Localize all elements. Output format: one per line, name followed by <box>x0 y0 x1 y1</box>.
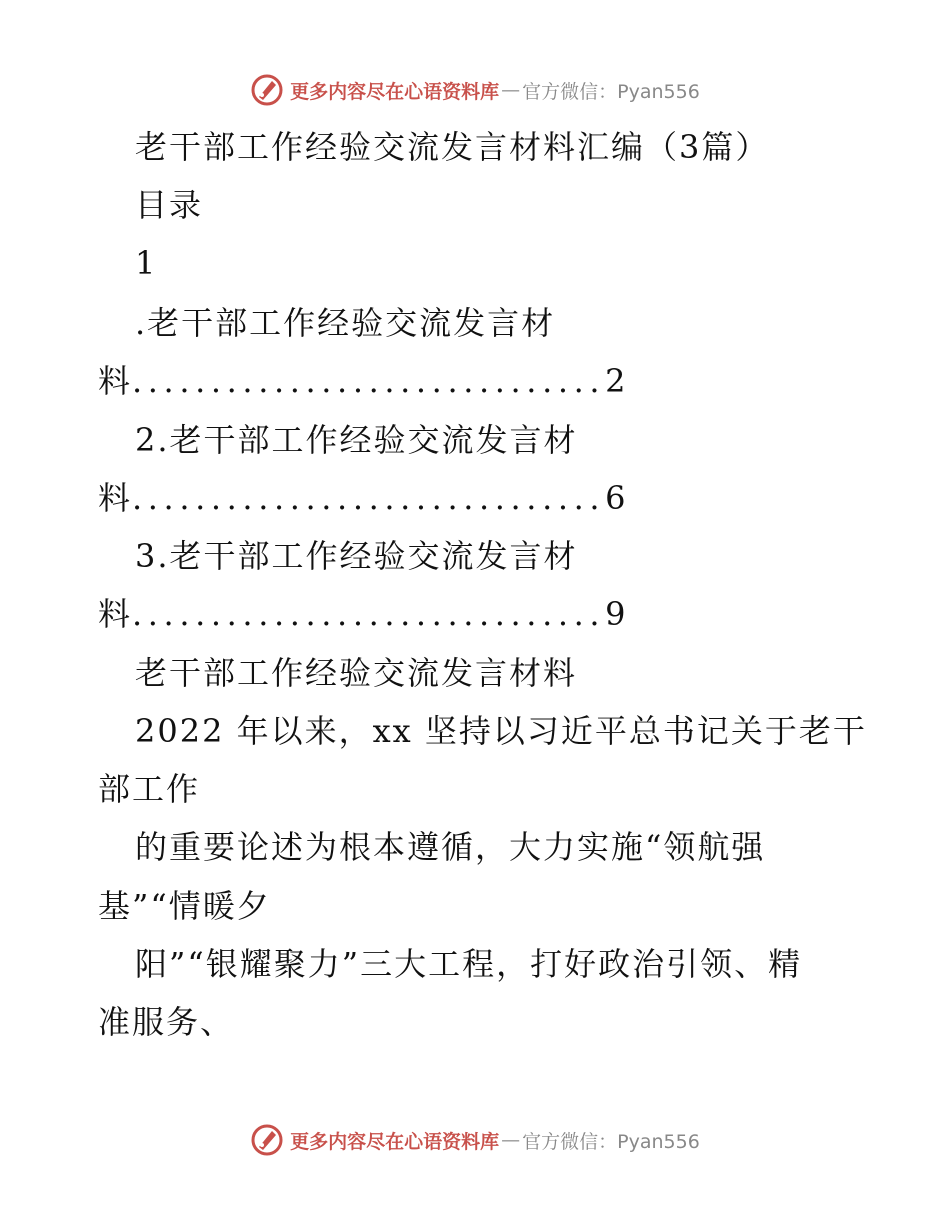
toc-item-1-page: 2 <box>605 362 628 400</box>
banner-promo-text: 更多内容尽在心语资料库 <box>290 80 500 103</box>
body-line-4: 基”“情暖夕 <box>98 887 271 925</box>
banner-dash: — <box>501 79 521 101</box>
body-line-2: 部工作 <box>98 770 201 808</box>
section-title: 老干部工作经验交流发言材料 <box>135 654 578 692</box>
toc-item-3-tail: 料 <box>98 595 133 633</box>
banner-promo-text: 更多内容尽在心语资料库 <box>290 1130 500 1153</box>
toc-item-2-leader <box>98 478 628 518</box>
banner-contact-text: 官方微信：Pyan556 <box>522 1130 700 1153</box>
toc-heading: 目录 <box>135 186 204 224</box>
toc-item-2-page: 6 <box>605 479 628 517</box>
toc-item-2-dots: .............................. <box>132 479 606 517</box>
document-title: 老干部工作经验交流发言材料汇编（3篇） <box>135 128 770 166</box>
toc-item-1-text: .老干部工作经验交流发言材 <box>135 304 556 342</box>
toc-item-2-tail: 料 <box>98 479 133 517</box>
body-line-5: 阳”“银耀聚力”三大工程，打好政治引领、精 <box>135 945 803 983</box>
toc-item-3-page: 9 <box>605 595 628 633</box>
footer-watermark-banner <box>0 1120 950 1160</box>
header-watermark-banner <box>0 70 950 110</box>
body-line-1: 2022 年以来，xx 坚持以习近平总书记关于老干 <box>135 712 867 750</box>
toc-item-2 <box>135 420 578 460</box>
toc-item-2-number: 2. <box>135 421 170 459</box>
toc-item-1-leader <box>98 361 628 401</box>
body-line-3: 的重要论述为根本遵循，大力实施“领航强 <box>135 828 766 866</box>
toc-item-1-dots: .............................. <box>132 362 606 400</box>
toc-item-3-text: 老干部工作经验交流发言材 <box>169 537 578 575</box>
toc-item-3-leader <box>98 594 628 634</box>
toc-item-3-number: 3. <box>135 537 170 575</box>
quill-logo-icon <box>250 73 284 107</box>
toc-item-3 <box>135 536 578 576</box>
banner-contact-text: 官方微信：Pyan556 <box>522 80 700 103</box>
toc-item-1-tail: 料 <box>98 362 133 400</box>
banner-dash: — <box>501 1129 521 1151</box>
toc-item-3-dots: .............................. <box>132 595 606 633</box>
body-line-6: 准服务、 <box>98 1003 235 1041</box>
toc-item-2-text: 老干部工作经验交流发言材 <box>169 421 578 459</box>
toc-item-1-number: 1 <box>135 244 158 282</box>
quill-logo-icon <box>250 1123 284 1157</box>
